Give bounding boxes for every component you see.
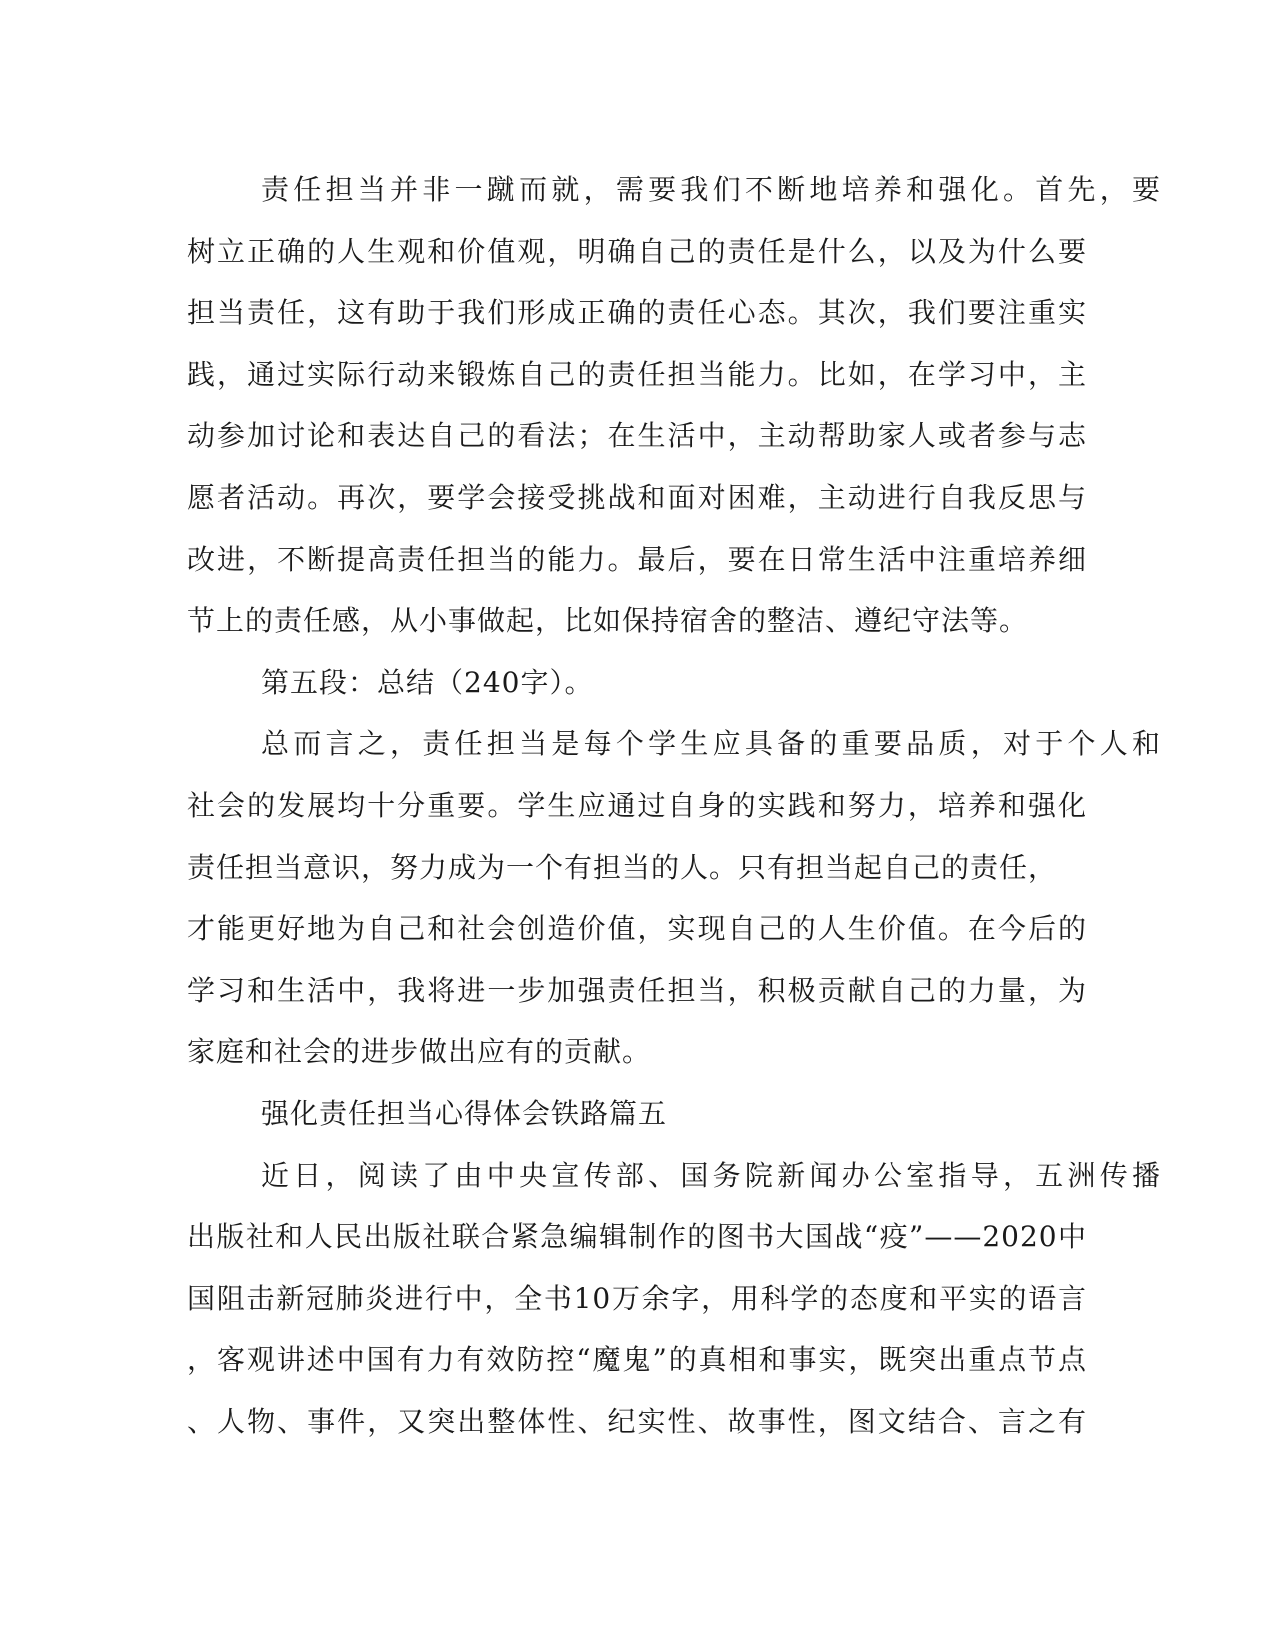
text-line: 、人物、事件，又突出整体性、纪实性、故事性，图文结合、言之有 xyxy=(187,1404,1087,1438)
text-line: 担当责任，这有助于我们形成正确的责任心态。其次，我们要注重实 xyxy=(187,296,1087,330)
text-line: 责任担当并非一蹴而就，需要我们不断地培养和强化。首先，要 xyxy=(261,173,1161,206)
text-line: 社会的发展均十分重要。学生应通过自身的实践和努力，培养和强化 xyxy=(187,788,1087,822)
text-line: 树立正确的人生观和价值观，明确自己的责任是什么，以及为什么要 xyxy=(187,234,1087,268)
text-line: 才能更好地为自己和社会创造价值，实现自己的人生价值。在今后的 xyxy=(187,912,1087,946)
text-line: 践，通过实际行动来锻炼自己的责任担当能力。比如，在学习中，主 xyxy=(187,357,1087,391)
article-title: 强化责任担当心得体会铁路篇五 xyxy=(261,1096,668,1130)
text-line: 家庭和社会的进步做出应有的贡献。 xyxy=(187,1035,652,1069)
text-line: 学习和生活中，我将进一步加强责任担当，积极贡献自己的力量，为 xyxy=(187,973,1087,1007)
text-line: 节上的责任感，从小事做起，比如保持宿舍的整洁、遵纪守法等。 xyxy=(187,604,1029,638)
document-body xyxy=(187,159,1161,1452)
text-line: 国阻击新冠肺炎进行中，全书10万余字，用科学的态度和平实的语言 xyxy=(187,1281,1087,1315)
text-line: 改进，不断提高责任担当的能力。最后，要在日常生活中注重培养细 xyxy=(187,542,1087,576)
text-line: 总而言之，责任担当是每个学生应具备的重要品质，对于个人和 xyxy=(261,727,1161,761)
text-line: 近日，阅读了由中央宣传部、国务院新闻办公室指导，五洲传播 xyxy=(261,1158,1161,1192)
text-line: 动参加讨论和表达自己的看法；在生活中，主动帮助家人或者参与志 xyxy=(187,419,1087,453)
text-line: ，客观讲述中国有力有效防控“魔鬼”的真相和事实，既突出重点节点 xyxy=(187,1343,1087,1377)
text-line: 愿者活动。再次，要学会接受挑战和面对困难，主动进行自我反思与 xyxy=(187,480,1087,514)
text-line: 出版社和人民出版社联合紧急编辑制作的图书大国战“疫”——2020中 xyxy=(187,1220,1087,1254)
section-heading: 第五段：总结（240字）。 xyxy=(261,665,594,699)
text-line: 责任担当意识，努力成为一个有担当的人。只有担当起自己的责任， xyxy=(187,850,1058,884)
